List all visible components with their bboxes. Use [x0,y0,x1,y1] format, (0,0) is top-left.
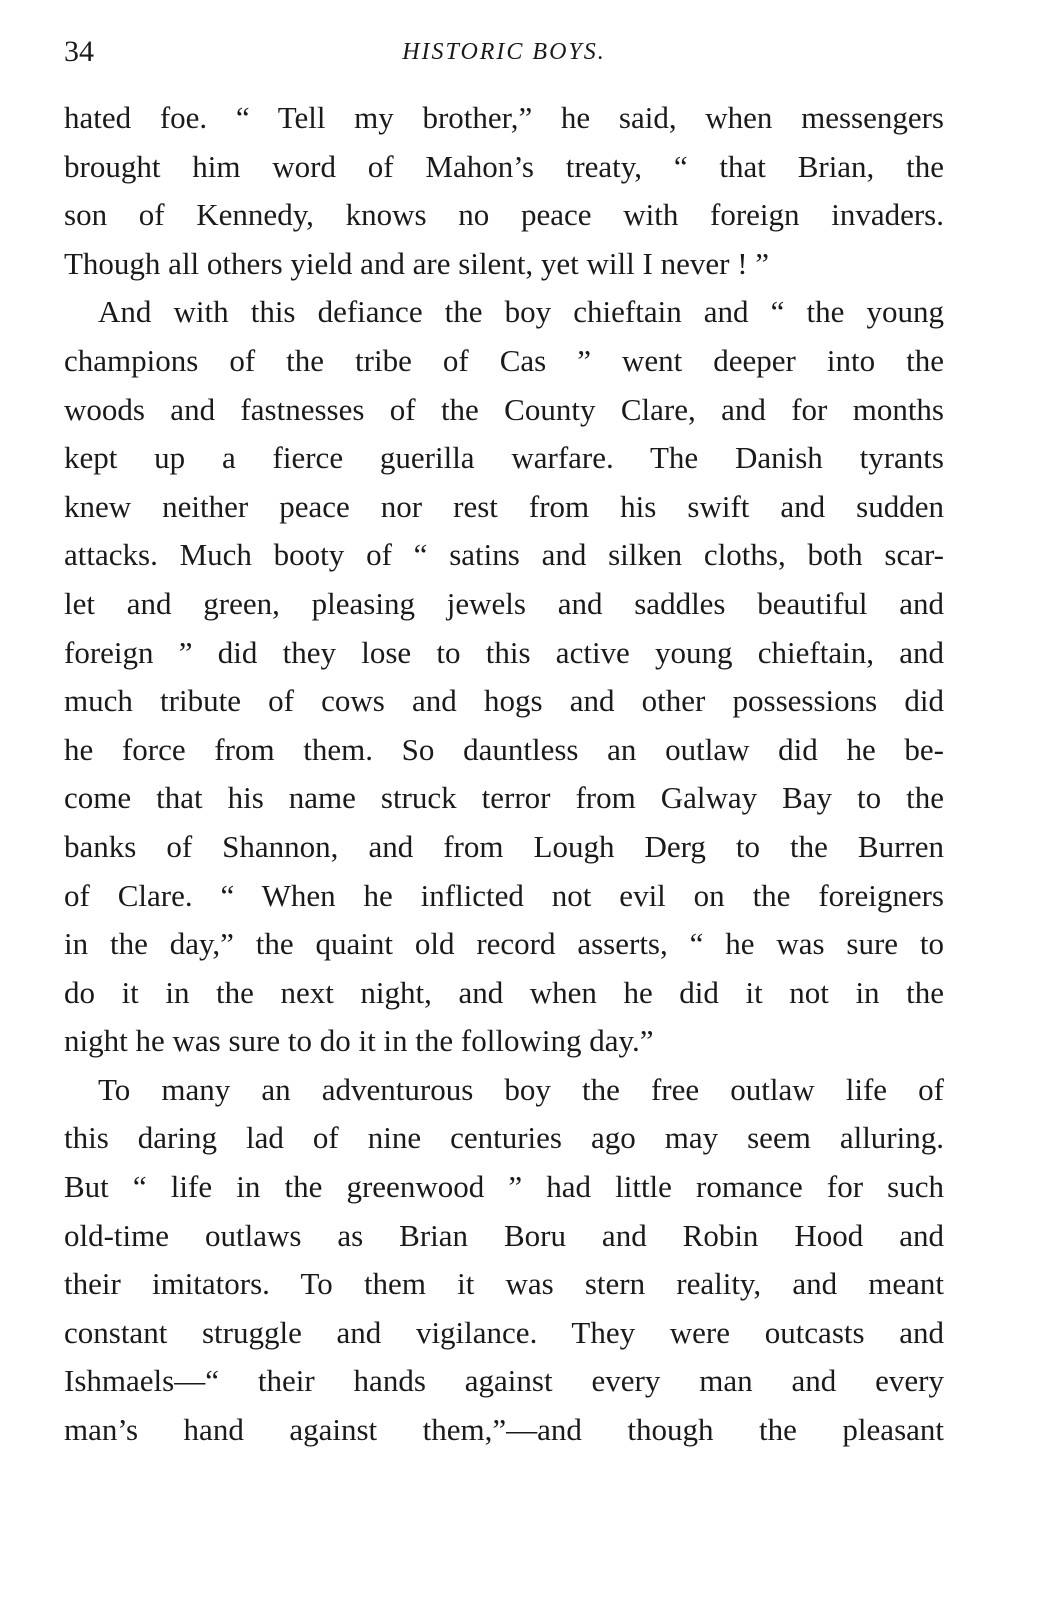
paragraph-start-line: And with this defiance the boy chieftain and “ the young [98,294,944,330]
page-header [64,30,944,74]
text-line: this daring lad of nine centuries ago may seem alluring. [64,1120,944,1156]
text-line: But “ life in the greenwood ” had little romance for such [64,1169,944,1205]
text-line: kept up a fierce guerilla warfare. The Danish tyrants [64,440,944,476]
text-line: knew neither peace nor rest from his swift and sudden [64,488,944,524]
text-line: constant struggle and vigilance. They were outcasts and [64,1314,944,1350]
text-line: attacks. Much booty of “ satins and silken cloths, both scar- [64,537,944,573]
text-line: man’s hand against them,”—and though the pleasant [64,1412,944,1448]
text-line: brought him word of Mahon’s treaty, “ that Brian, the [64,148,944,184]
running-title: HISTORIC BOYS. [402,39,606,65]
body-text [64,94,944,1455]
text-line: do it in the next night, and when he did it not in the [64,974,944,1010]
paragraph-start-line: To many an adventurous boy the free outlaw life of [98,1071,944,1107]
text-line: son of Kennedy, knows no peace with foreign invaders. [64,197,944,233]
text-line: woods and fastnesses of the County Clare, and for months [64,391,944,427]
text-line: foreign ” did they lose to this active young chieftain, and [64,634,944,670]
text-line: old-time outlaws as Brian Boru and Robin Hood and [64,1217,944,1253]
text-line: of Clare. “ When he inflicted not evil on the foreigners [64,877,944,913]
text-line: Ishmaels—“ their hands against every man and every [64,1363,944,1399]
page-number: 34 [64,35,94,68]
text-line: champions of the tribe of Cas ” went deeper into the [64,342,944,378]
text-line: let and green, pleasing jewels and saddles beautiful and [64,585,944,621]
text-line: banks of Shannon, and from Lough Derg to the Burren [64,828,944,864]
text-line: hated foe. “ Tell my brother,” he said, when messengers [64,100,944,135]
text-line: their imitators. To them it was stern reality, and meant [64,1266,944,1302]
text-line: night he was sure to do it in the following day.” [64,1023,654,1059]
text-line: Though all others yield and are silent, yet will I never ! ” [64,245,770,281]
text-line: much tribute of cows and hogs and other possessions did [64,683,944,719]
text-line: he force from them. So dauntless an outlaw did he be- [64,731,944,767]
text-line: come that his name struck terror from Galway Bay to the [64,780,944,816]
text-line: in the day,” the quaint old record asserts, “ he was sure to [64,926,944,962]
